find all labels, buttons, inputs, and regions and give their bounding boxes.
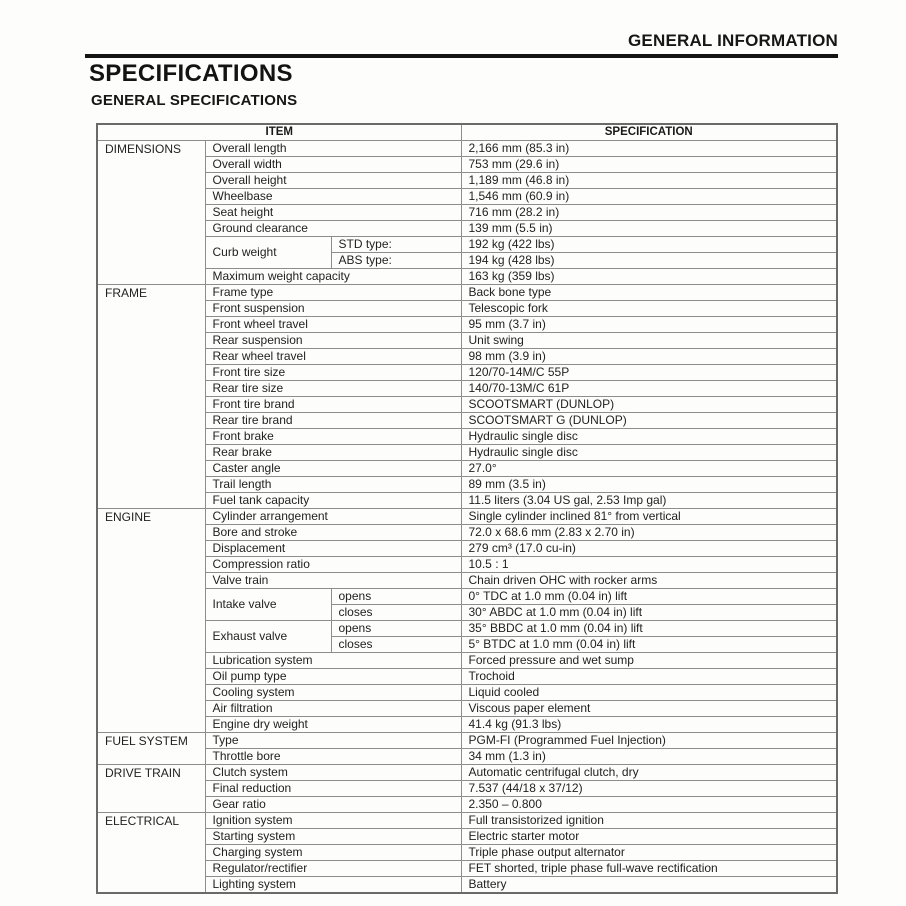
item-cell: Front brake <box>205 429 461 445</box>
table-row <box>97 669 837 685</box>
specification-column-header: SPECIFICATION <box>461 124 837 141</box>
table-row <box>97 541 837 557</box>
spec-cell: FET shorted, triple phase full-wave rectification <box>461 861 837 877</box>
spec-cell: SCOOTSMART G (DUNLOP) <box>461 413 837 429</box>
spec-cell: 1,189 mm (46.8 in) <box>461 173 837 189</box>
table-row <box>97 861 837 877</box>
general-specifications-table <box>96 123 838 894</box>
spec-cell: 194 kg (428 lbs) <box>461 253 837 269</box>
item-cell: Cooling system <box>205 685 461 701</box>
section-cell: ENGINE <box>97 509 205 733</box>
table-row <box>97 221 837 237</box>
table-row <box>97 413 837 429</box>
spec-cell: Unit swing <box>461 333 837 349</box>
item-cell: Ground clearance <box>205 221 461 237</box>
spec-cell: Trochoid <box>461 669 837 685</box>
spec-cell: Electric starter motor <box>461 829 837 845</box>
item-cell: Cylinder arrangement <box>205 509 461 525</box>
item-cell: Regulator/rectifier <box>205 861 461 877</box>
table-row <box>97 493 837 509</box>
item-cell: Fuel tank capacity <box>205 493 461 509</box>
table-row <box>97 461 837 477</box>
page-title: SPECIFICATIONS <box>89 60 293 87</box>
item-cell: Air filtration <box>205 701 461 717</box>
spec-cell: 41.4 kg (91.3 lbs) <box>461 717 837 733</box>
spec-cell: Full transistorized ignition <box>461 813 837 829</box>
sub-item-cell: closes <box>331 605 461 621</box>
item-column-header: ITEM <box>97 124 461 141</box>
item-cell: Front tire brand <box>205 397 461 413</box>
table-row <box>97 173 837 189</box>
section-cell: FRAME <box>97 285 205 509</box>
item-cell: Lubrication system <box>205 653 461 669</box>
item-cell: Displacement <box>205 541 461 557</box>
table-row <box>97 381 837 397</box>
table-row <box>97 365 837 381</box>
item-cell: Rear wheel travel <box>205 349 461 365</box>
item-cell: Rear tire brand <box>205 413 461 429</box>
spec-cell: 30° ABDC at 1.0 mm (0.04 in) lift <box>461 605 837 621</box>
spec-cell: SCOOTSMART (DUNLOP) <box>461 397 837 413</box>
spec-cell: Liquid cooled <box>461 685 837 701</box>
item-cell: Rear suspension <box>205 333 461 349</box>
table-row <box>97 397 837 413</box>
item-cell: Frame type <box>205 285 461 301</box>
item-cell: Front suspension <box>205 301 461 317</box>
item-cell: Bore and stroke <box>205 525 461 541</box>
table-row <box>97 477 837 493</box>
table-row <box>97 845 837 861</box>
header-rule <box>85 54 838 58</box>
item-cell: Gear ratio <box>205 797 461 813</box>
item-cell: Front wheel travel <box>205 317 461 333</box>
spec-cell: 10.5 : 1 <box>461 557 837 573</box>
table-header-row <box>97 124 837 141</box>
page-header-chapter: GENERAL INFORMATION <box>628 31 838 50</box>
item-cell: Throttle bore <box>205 749 461 765</box>
spec-cell: 98 mm (3.9 in) <box>461 349 837 365</box>
table-row <box>97 317 837 333</box>
section-cell: DRIVE TRAIN <box>97 765 205 813</box>
spec-cell: 192 kg (422 lbs) <box>461 237 837 253</box>
table-row <box>97 189 837 205</box>
table-row <box>97 557 837 573</box>
spec-cell: 95 mm (3.7 in) <box>461 317 837 333</box>
item-cell: Maximum weight capacity <box>205 269 461 285</box>
item-cell: Seat height <box>205 205 461 221</box>
spec-cell: Hydraulic single disc <box>461 445 837 461</box>
spec-table-body <box>97 141 837 894</box>
table-row <box>97 445 837 461</box>
spec-cell: 27.0° <box>461 461 837 477</box>
item-cell: Overall width <box>205 157 461 173</box>
item-cell: Starting system <box>205 829 461 845</box>
item-cell: Charging system <box>205 845 461 861</box>
spec-cell: Chain driven OHC with rocker arms <box>461 573 837 589</box>
table-row <box>97 525 837 541</box>
table-row <box>97 589 837 605</box>
sub-item-cell: STD type: <box>331 237 461 253</box>
table-row <box>97 301 837 317</box>
spec-cell: 1,546 mm (60.9 in) <box>461 189 837 205</box>
spec-cell: 2,166 mm (85.3 in) <box>461 141 837 157</box>
table-row <box>97 701 837 717</box>
spec-cell: 5° BTDC at 1.0 mm (0.04 in) lift <box>461 637 837 653</box>
sub-item-cell: ABS type: <box>331 253 461 269</box>
table-row <box>97 717 837 733</box>
table-row <box>97 349 837 365</box>
item-cell: Type <box>205 733 461 749</box>
table-row <box>97 621 837 637</box>
section-cell: FUEL SYSTEM <box>97 733 205 765</box>
table-row <box>97 141 837 157</box>
table-row <box>97 749 837 765</box>
item-cell: Final reduction <box>205 781 461 797</box>
spec-cell: 34 mm (1.3 in) <box>461 749 837 765</box>
table-row <box>97 285 837 301</box>
item-cell: Compression ratio <box>205 557 461 573</box>
table-row <box>97 509 837 525</box>
spec-cell: Telescopic fork <box>461 301 837 317</box>
spec-cell: Battery <box>461 877 837 894</box>
spec-cell: 72.0 x 68.6 mm (2.83 x 2.70 in) <box>461 525 837 541</box>
table-row <box>97 877 837 894</box>
spec-cell: 716 mm (28.2 in) <box>461 205 837 221</box>
table-row <box>97 429 837 445</box>
spec-cell: Forced pressure and wet sump <box>461 653 837 669</box>
table-row <box>97 269 837 285</box>
item-cell: Ignition system <box>205 813 461 829</box>
item-cell: Exhaust valve <box>205 621 331 653</box>
item-cell: Curb weight <box>205 237 331 269</box>
spec-cell: Viscous paper element <box>461 701 837 717</box>
table-row <box>97 333 837 349</box>
item-cell: Intake valve <box>205 589 331 621</box>
table-row <box>97 653 837 669</box>
item-cell: Overall height <box>205 173 461 189</box>
table-row <box>97 797 837 813</box>
item-cell: Rear tire size <box>205 381 461 397</box>
sub-item-cell: opens <box>331 589 461 605</box>
item-cell: Valve train <box>205 573 461 589</box>
item-cell: Wheelbase <box>205 189 461 205</box>
spec-cell: Automatic centrifugal clutch, dry <box>461 765 837 781</box>
spec-cell: 0° TDC at 1.0 mm (0.04 in) lift <box>461 589 837 605</box>
table-row <box>97 157 837 173</box>
table-row <box>97 685 837 701</box>
item-cell: Oil pump type <box>205 669 461 685</box>
table-row <box>97 829 837 845</box>
spec-cell: Hydraulic single disc <box>461 429 837 445</box>
item-cell: Lighting system <box>205 877 461 894</box>
sub-item-cell: opens <box>331 621 461 637</box>
spec-cell: 279 cm³ (17.0 cu-in) <box>461 541 837 557</box>
spec-cell: Back bone type <box>461 285 837 301</box>
item-cell: Engine dry weight <box>205 717 461 733</box>
item-cell: Caster angle <box>205 461 461 477</box>
section-subtitle: GENERAL SPECIFICATIONS <box>91 92 298 109</box>
spec-cell: 35° BBDC at 1.0 mm (0.04 in) lift <box>461 621 837 637</box>
table-row <box>97 205 837 221</box>
section-cell: DIMENSIONS <box>97 141 205 285</box>
table-row <box>97 813 837 829</box>
sub-item-cell: closes <box>331 637 461 653</box>
spec-cell: 139 mm (5.5 in) <box>461 221 837 237</box>
item-cell: Overall length <box>205 141 461 157</box>
spec-cell: 7.537 (44/18 x 37/12) <box>461 781 837 797</box>
table-row <box>97 765 837 781</box>
item-cell: Front tire size <box>205 365 461 381</box>
item-cell: Rear brake <box>205 445 461 461</box>
spec-cell: 11.5 liters (3.04 US gal, 2.53 Imp gal) <box>461 493 837 509</box>
table-row <box>97 781 837 797</box>
spec-cell: 120/70-14M/C 55P <box>461 365 837 381</box>
spec-cell: 163 kg (359 lbs) <box>461 269 837 285</box>
spec-cell: PGM-FI (Programmed Fuel Injection) <box>461 733 837 749</box>
table-row <box>97 573 837 589</box>
spec-cell: 753 mm (29.6 in) <box>461 157 837 173</box>
table-row <box>97 237 837 253</box>
item-cell: Trail length <box>205 477 461 493</box>
spec-cell: Single cylinder inclined 81° from vertical <box>461 509 837 525</box>
spec-cell: 2.350 – 0.800 <box>461 797 837 813</box>
table-row <box>97 733 837 749</box>
spec-cell: Triple phase output alternator <box>461 845 837 861</box>
item-cell: Clutch system <box>205 765 461 781</box>
spec-cell: 89 mm (3.5 in) <box>461 477 837 493</box>
spec-cell: 140/70-13M/C 61P <box>461 381 837 397</box>
section-cell: ELECTRICAL <box>97 813 205 894</box>
